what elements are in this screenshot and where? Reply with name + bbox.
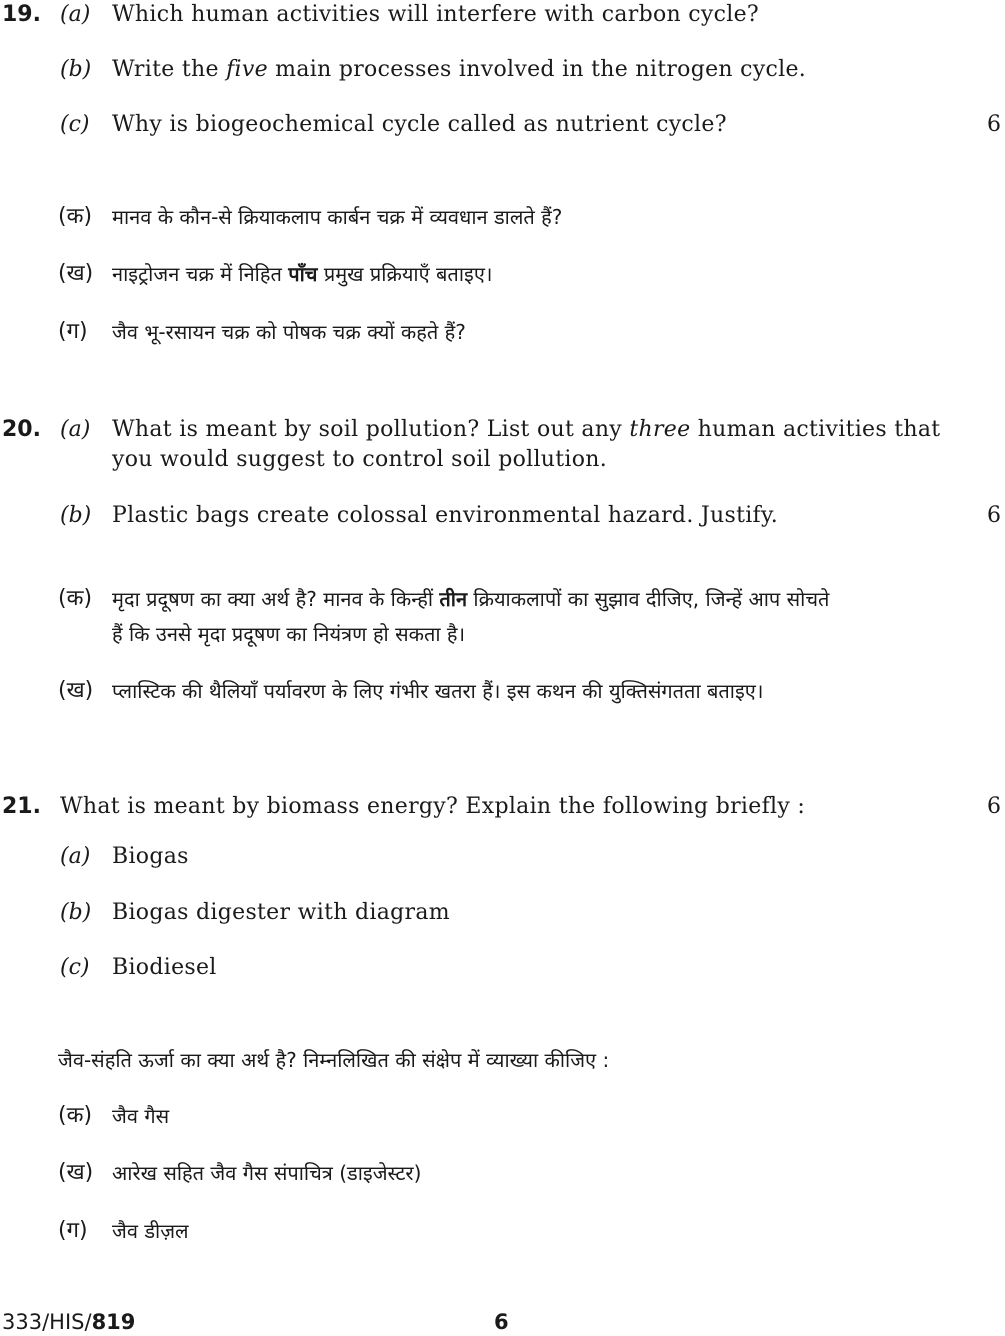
part-text: Biodiesel (112, 955, 217, 980)
part-label: (c) (60, 955, 90, 980)
hindi-part-text: मानव के कौन-से क्रियाकलाप कार्बन चक्र में व्यवधान डालते हैं? (112, 205, 563, 229)
page-number: 6 (494, 1310, 509, 1334)
question-number: 20. (2, 417, 41, 442)
part-text-continued: you would suggest to control soil pollution. (112, 447, 608, 472)
hindi-part-text-continued: हैं कि उनसे मृदा प्रदूषण का नियंत्रण हो सकता है। (112, 622, 466, 646)
part-label: (a) (60, 844, 91, 869)
paper-code: 333/HIS/819 (2, 1310, 136, 1334)
part-text: Plastic bags create colossal environmental hazard. Justify. (112, 503, 779, 528)
marks: 6 (987, 112, 1001, 137)
part-label: (b) (60, 57, 92, 82)
part-label: (a) (60, 417, 91, 442)
hindi-part-label: (क) (58, 204, 93, 229)
hindi-part-label: (ग) (58, 319, 88, 344)
hindi-part-text: जैव डीज़ल (112, 1219, 189, 1243)
hindi-part-label: (ख) (58, 261, 94, 286)
part-label: (b) (60, 503, 92, 528)
hindi-part-text: आरेख सहित जैव गैस संपाचित्र (डाइजेस्टर) (112, 1161, 422, 1185)
marks: 6 (987, 794, 1001, 819)
question-stem: What is meant by biomass energy? Explain the following briefly : (60, 794, 806, 819)
hindi-part-text: जैव भू-रसायन चक्र को पोषक चक्र क्यों कहते हैं? (112, 320, 466, 344)
part-label: (a) (60, 2, 91, 27)
hindi-question-stem: जैव-संहति ऊर्जा का क्या अर्थ है? निम्नलिखित की संक्षेप में व्याख्या कीजिए : (58, 1048, 610, 1072)
question-number: 19. (2, 2, 41, 27)
marks: 6 (987, 503, 1001, 528)
hindi-part-label: (ग) (58, 1218, 88, 1243)
part-label: (c) (60, 112, 90, 137)
hindi-part-text: मृदा प्रदूषण का क्या अर्थ है? मानव के किन्हीं तीन क्रियाकलापों का सुझाव दीजिए, जिन्हें आप सोचते (112, 587, 830, 611)
hindi-part-label: (ख) (58, 678, 94, 703)
hindi-part-text: जैव गैस (112, 1104, 170, 1128)
part-text: Which human activities will interfere with carbon cycle? (112, 2, 759, 27)
part-text: What is meant by soil pollution? List out any three human activities that (112, 417, 941, 442)
part-text: Biogas (112, 844, 189, 869)
hindi-part-text: नाइट्रोजन चक्र में निहित पाँच प्रमुख प्रक्रियाएँ बताइए। (112, 262, 493, 286)
part-text: Biogas digester with diagram (112, 900, 450, 925)
hindi-part-label: (ख) (58, 1160, 94, 1185)
hindi-part-text: प्लास्टिक की थैलियाँ पर्यावरण के लिए गंभीर खतरा हैं। इस कथन की युक्तिसंगतता बताइए। (112, 679, 764, 703)
question-number: 21. (2, 794, 41, 819)
hindi-part-label: (क) (58, 1103, 93, 1128)
part-text: Write the five main processes involved in the nitrogen cycle. (112, 57, 807, 82)
part-label: (b) (60, 900, 92, 925)
part-text: Why is biogeochemical cycle called as nutrient cycle? (112, 112, 727, 137)
hindi-part-label: (क) (58, 586, 93, 611)
